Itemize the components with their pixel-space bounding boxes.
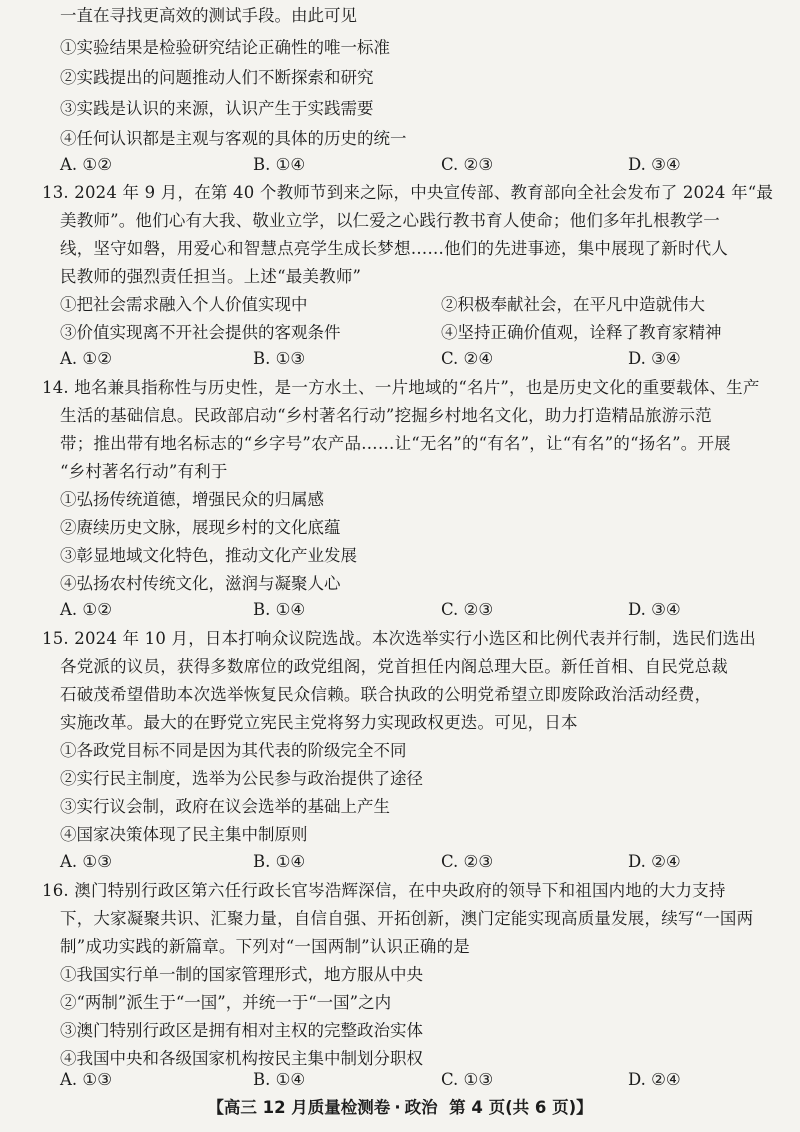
q16-item-2: ②“两制”派生于“一国”，并统一于“一国”之内 (60, 993, 392, 1012)
q15-item-3: ③实行议会制，政府在议会选举的基础上产生 (60, 797, 390, 816)
q13-stem-line-2: 美教师”。他们心有大我、敬业立学，以仁爱之心践行教书育人使命；他们多年扎根教学一 (60, 211, 720, 230)
q13-item-1: ①把社会需求融入个人价值实现中 (60, 295, 308, 314)
q15-choice-d: D. ②④ (628, 852, 681, 871)
q14-stem-line-1: 14. 地名兼具指称性与历史性，是一方水土、一片地域的“名片”，也是历史文化的重要载体、生产 (42, 378, 760, 397)
q13-items-row-1 (60, 291, 792, 319)
q12-choice-c: C. ②③ (441, 155, 494, 174)
q12-stem-tail: 一直在寻找更高效的测试手段。由此可见 (60, 6, 357, 25)
q14-stem-line-3: 带；推出带有地名标志的“乡字号”农产品……让“无名”的“有名”，让“有名”的“扬名”。开展 (60, 434, 731, 453)
q14-choice-c: C. ②③ (441, 600, 494, 619)
footer-subject: 政治 (404, 1098, 438, 1117)
footer-bracket-close: 】 (576, 1098, 593, 1117)
q13-choices (60, 345, 792, 373)
q13-choice-c: C. ②④ (441, 349, 494, 368)
q14-item-4: ④弘扬农村传统文化，滋润与凝聚人心 (60, 574, 341, 593)
footer-exam-title: 高三 12 月质量检测卷 (223, 1098, 391, 1117)
q16-stem-line-1: 16. 澳门特别行政区第六任行政长官岑浩辉深信，在中央政府的领导下和祖国内地的大力支持 (42, 881, 726, 900)
q12-choice-d: D. ③④ (628, 155, 681, 174)
q16-item-1: ①我国实行单一制的国家管理形式，地方服从中央 (60, 965, 423, 984)
q14-stem-line-2: 生活的基础信息。民政部启动“乡村著名行动”挖掘乡村地名文化，助力打造精品旅游示范 (60, 406, 712, 425)
q14-item-3: ③彰显地域文化特色，推动文化产业发展 (60, 546, 357, 565)
q14-item-2: ②赓续历史文脉，展现乡村的文化底蕴 (60, 518, 341, 537)
q16-choice-b: B. ①④ (253, 1070, 306, 1089)
page-footer (0, 1094, 800, 1122)
q16-stem-line-2: 下，大家凝聚共识、汇聚力量，自信自强、开拓创新，澳门定能实现高质量发展，续写“一国两 (60, 909, 754, 928)
q15-item-2: ②实行民主制度，选举为公民参与政治提供了途径 (60, 769, 423, 788)
q16-choice-a: A. ①③ (60, 1070, 112, 1089)
q16-choice-d: D. ②④ (628, 1070, 681, 1089)
q13-choice-a: A. ①② (60, 349, 112, 368)
q13-choice-d: D. ③④ (628, 349, 681, 368)
q16-item-4: ④我国中央和各级国家机构按民主集中制划分职权 (60, 1049, 423, 1068)
q12-item-1: ①实验结果是检验研究结论正确性的唯一标准 (60, 38, 390, 57)
q12-item-4: ④任何认识都是主观与客观的具体的历史的统一 (60, 129, 407, 148)
q15-choice-a: A. ①③ (60, 852, 112, 871)
q12-item-3: ③实践是认识的来源，认识产生于实践需要 (60, 99, 374, 118)
q16-stem-line-3: 制”成功实践的新篇章。下列对“一国两制”认识正确的是 (60, 937, 471, 956)
q14-stem-line-4: “乡村著名行动”有利于 (60, 462, 228, 481)
footer-bracket-open: 【 (207, 1098, 224, 1117)
q13-items-row-2 (60, 319, 792, 347)
q15-stem-line-1: 15. 2024 年 10 月，日本打响众议院选战。本次选举实行小选区和比例代表并行制，选民们选出 (42, 629, 757, 648)
q12-choice-b: B. ①④ (253, 155, 306, 174)
q16-choices (60, 1066, 792, 1094)
q15-item-4: ④国家决策体现了民主集中制原则 (60, 825, 308, 844)
q14-choices (60, 596, 792, 624)
q13-choice-b: B. ①③ (253, 349, 306, 368)
q14-choice-b: B. ①④ (253, 600, 306, 619)
q15-choices (60, 848, 792, 876)
q13-stem-line-4: 民教师的强烈责任担当。上述“最美教师” (60, 267, 362, 286)
q12-choice-a: A. ①② (60, 155, 112, 174)
q13-item-2: ②积极奉献社会，在平凡中造就伟大 (441, 295, 705, 314)
footer-dot: · (394, 1098, 401, 1117)
q13-item-4: ④坚持正确价值观，诠释了教育家精神 (441, 323, 722, 342)
q14-item-1: ①弘扬传统道德，增强民众的归属感 (60, 490, 324, 509)
q16-item-3: ③澳门特别行政区是拥有相对主权的完整政治实体 (60, 1021, 423, 1040)
q14-choice-a: A. ①② (60, 600, 112, 619)
q15-choice-c: C. ②③ (441, 852, 494, 871)
q15-choice-b: B. ①④ (253, 852, 306, 871)
q14-choice-d: D. ③④ (628, 600, 681, 619)
q15-stem-line-3: 石破茂希望借助本次选举恢复民众信赖。联合执政的公明党希望立即废除政治活动经费， (60, 685, 712, 704)
q15-item-1: ①各政党目标不同是因为其代表的阶级完全不同 (60, 741, 407, 760)
q16-choice-c: C. ①③ (441, 1070, 494, 1089)
q13-stem-line-3: 线，坚守如磐，用爱心和智慧点亮学生成长梦想……他们的先进事迹，集中展现了新时代人 (60, 239, 728, 258)
q12-item-2: ②实践提出的问题推动人们不断探索和研究 (60, 68, 374, 87)
q13-stem-line-1: 13. 2024 年 9 月，在第 40 个教师节到来之际，中央宣传部、教育部向全社会发布了 2024 年“最 (42, 183, 774, 202)
footer-page-number: 第 4 页(共 6 页) (449, 1098, 577, 1117)
q12-choices (60, 151, 792, 179)
q15-stem-line-2: 各党派的议员，获得多数席位的政党组阁，党首担任内阁总理大臣。新任首相、自民党总裁 (60, 657, 728, 676)
q13-item-3: ③价值实现离不开社会提供的客观条件 (60, 323, 341, 342)
q15-stem-line-4: 实施改革。最大的在野党立宪民主党将努力实现政权更迭。可见，日本 (60, 713, 578, 732)
